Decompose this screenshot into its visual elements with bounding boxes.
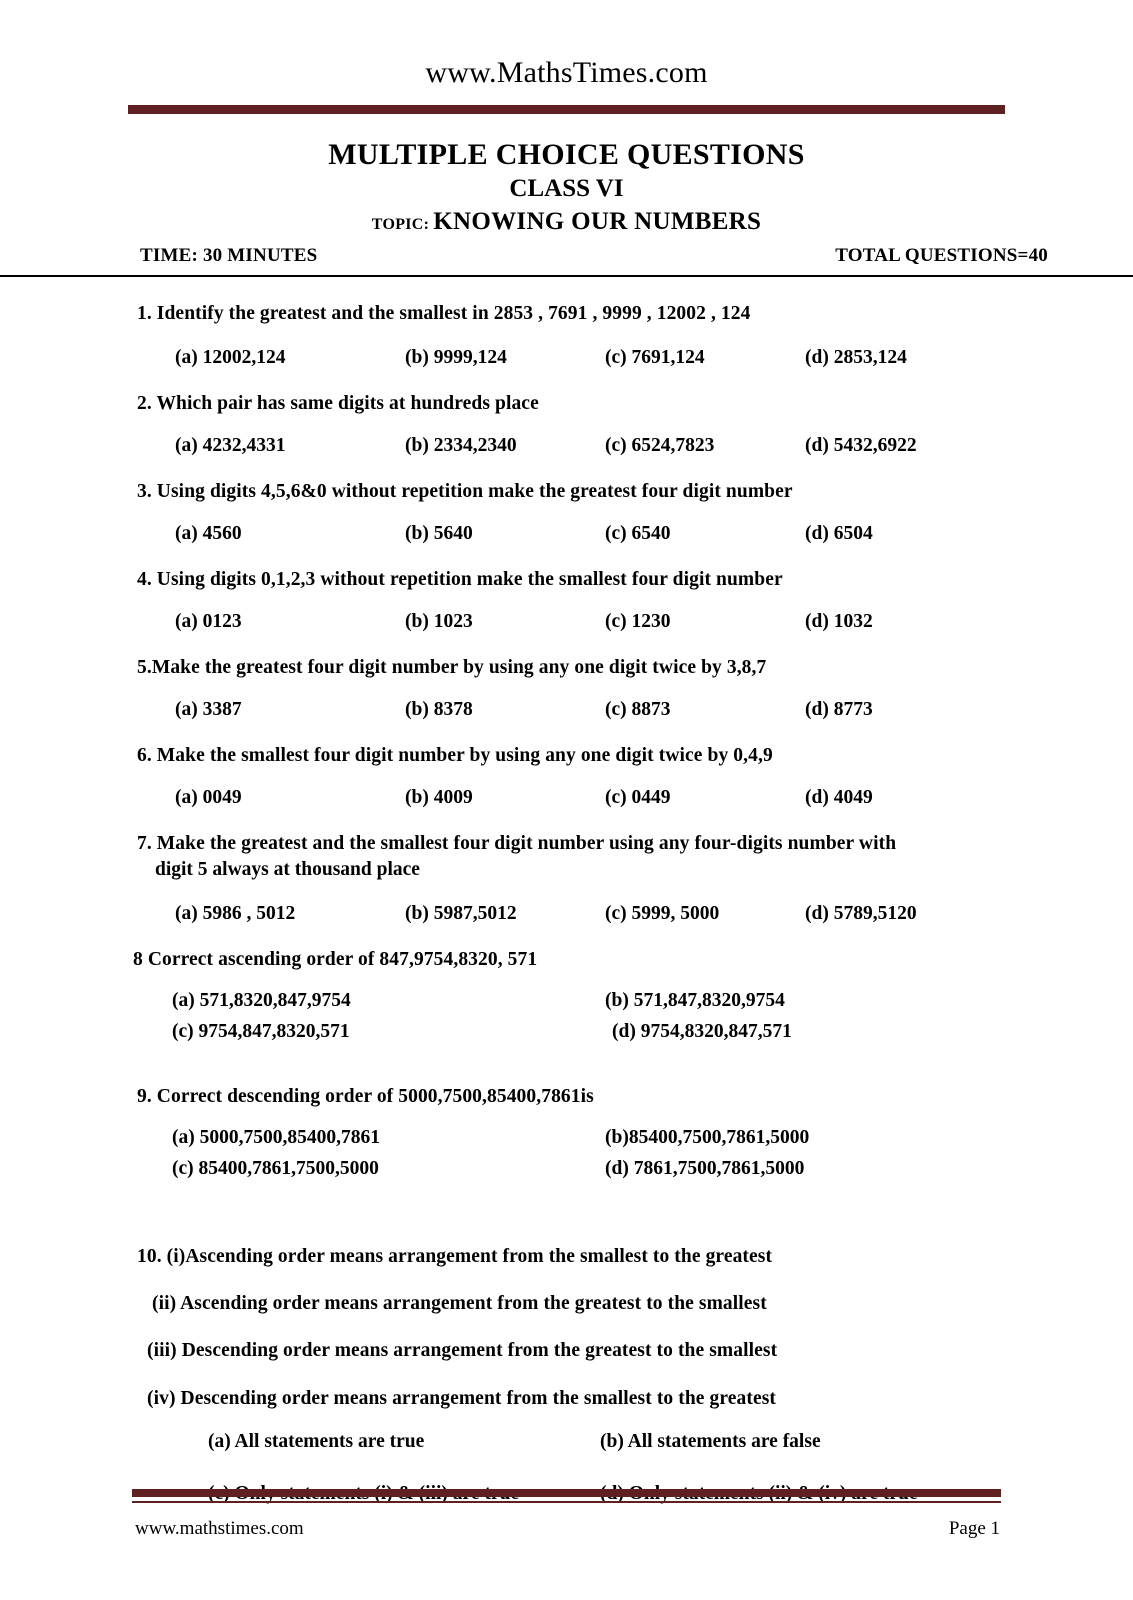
question-9 bbox=[0, 1084, 1133, 1190]
statement-iii: (iii) Descending order means arrangement from the greatest to the smallest bbox=[147, 1340, 778, 1362]
question-7 bbox=[0, 831, 1133, 933]
footer-text-row bbox=[0, 1518, 1133, 1548]
question-3 bbox=[0, 479, 1133, 553]
option-b[interactable]: (b) 1023 bbox=[405, 610, 473, 632]
option-a[interactable]: (a) 12002,124 bbox=[175, 347, 286, 369]
option-row bbox=[0, 990, 1133, 1021]
option-d[interactable]: (d) 7861,7500,7861,5000 bbox=[605, 1158, 805, 1180]
option-d[interactable]: (d) 5432,6922 bbox=[805, 435, 917, 457]
document-title-block bbox=[0, 138, 1133, 237]
option-c[interactable]: (c) 6524,7823 bbox=[605, 435, 715, 457]
option-d[interactable]: (d) 8773 bbox=[805, 698, 873, 720]
site-header-url: www.MathsTimes.com bbox=[425, 56, 708, 89]
option-b[interactable]: (b) 9999,124 bbox=[405, 347, 507, 369]
question-text: 6. Make the smallest four digit number by using any one digit twice by 0,4,9 bbox=[137, 744, 773, 766]
option-b[interactable]: (b) 4009 bbox=[405, 786, 473, 808]
option-d[interactable]: (d) 4049 bbox=[805, 786, 873, 808]
option-row bbox=[0, 699, 1133, 729]
question-text: 9. Correct descending order of 5000,7500,85400,7861is bbox=[137, 1085, 594, 1107]
option-b[interactable]: (b) 5987,5012 bbox=[405, 902, 517, 924]
option-b[interactable]: (b) 8378 bbox=[405, 698, 473, 720]
option-row bbox=[0, 1127, 1133, 1158]
option-row bbox=[0, 1021, 1133, 1052]
option-row bbox=[0, 1431, 1133, 1462]
question-text: 1. Identify the greatest and the smallest in 2853 , 7691 , 9999 , 12002 , 124 bbox=[137, 303, 751, 325]
option-c[interactable]: (c) 8873 bbox=[605, 698, 671, 720]
question-text: 3. Using digits 4,5,6&0 without repetition make the greatest four digit number bbox=[137, 481, 793, 503]
option-a[interactable]: (a) 4232,4331 bbox=[175, 435, 286, 457]
page-title: MULTIPLE CHOICE QUESTIONS bbox=[328, 138, 805, 171]
footer-divider-thin bbox=[132, 1501, 1001, 1503]
option-row bbox=[0, 903, 1133, 933]
option-row bbox=[0, 347, 1133, 377]
option-a[interactable]: (a) 5000,7500,85400,7861 bbox=[172, 1127, 380, 1149]
option-c[interactable]: (c) 1230 bbox=[605, 610, 671, 632]
footer-site-url: www.mathstimes.com bbox=[135, 1518, 304, 1539]
question-text: 8 Correct ascending order of 847,9754,8320, 571 bbox=[133, 948, 538, 970]
question-text: 5.Make the greatest four digit number by using any one digit twice by 3,8,7 bbox=[137, 656, 767, 678]
option-c[interactable]: (c) 0449 bbox=[605, 786, 671, 808]
footer-divider-thick bbox=[132, 1489, 1001, 1497]
topic-label: TOPIC: bbox=[371, 216, 430, 234]
statement-iv: (iv) Descending order means arrangement from the smallest to the greatest bbox=[147, 1387, 776, 1409]
question-1 bbox=[0, 301, 1133, 377]
option-d[interactable]: (d) 9754,8320,847,571 bbox=[612, 1020, 792, 1042]
question-5 bbox=[0, 655, 1133, 729]
option-b[interactable]: (b) All statements are false bbox=[600, 1430, 821, 1452]
option-b[interactable]: (b) 5640 bbox=[405, 523, 473, 545]
option-a[interactable]: (a) 4560 bbox=[175, 523, 242, 545]
option-a[interactable]: (a) 0049 bbox=[175, 786, 242, 808]
option-c[interactable]: (c) 9754,847,8320,571 bbox=[172, 1020, 350, 1042]
meta-divider-rule bbox=[0, 275, 1133, 277]
topic-line bbox=[0, 207, 1133, 237]
option-c[interactable]: (c) 5999, 5000 bbox=[605, 902, 720, 924]
option-a[interactable]: (a) 571,8320,847,9754 bbox=[172, 989, 351, 1011]
option-d[interactable]: (d) 1032 bbox=[805, 610, 873, 632]
page-footer bbox=[0, 1480, 1133, 1600]
option-c[interactable]: (c) 6540 bbox=[605, 523, 671, 545]
question-10 bbox=[0, 1244, 1133, 1513]
question-text: 2. Which pair has same digits at hundreds place bbox=[137, 393, 539, 415]
question-4 bbox=[0, 567, 1133, 641]
option-row bbox=[0, 787, 1133, 817]
question-text: 4. Using digits 0,1,2,3 without repetition make the smallest four digit number bbox=[137, 569, 783, 591]
footer-page-number: Page 1 bbox=[948, 1518, 1000, 1539]
question-text: 7. Make the greatest and the smallest four digit number using any four-digits number with bbox=[137, 832, 897, 854]
option-d[interactable]: (d) 2853,124 bbox=[805, 347, 907, 369]
total-questions-label: TOTAL QUESTIONS=40 bbox=[835, 245, 1048, 267]
option-b[interactable]: (b) 2334,2340 bbox=[405, 435, 517, 457]
option-a[interactable]: (a) 0123 bbox=[175, 610, 242, 632]
option-a[interactable]: (a) 3387 bbox=[175, 698, 242, 720]
question-2 bbox=[0, 391, 1133, 465]
option-row bbox=[0, 523, 1133, 553]
option-c[interactable]: (c) 7691,124 bbox=[605, 347, 705, 369]
option-b[interactable]: (b) 571,847,8320,9754 bbox=[605, 989, 785, 1011]
option-a[interactable]: (a) All statements are true bbox=[208, 1430, 425, 1452]
header-divider-rule bbox=[128, 105, 1005, 114]
topic-value: KNOWING OUR NUMBERS bbox=[433, 208, 762, 236]
question-text-line2: digit 5 always at thousand place bbox=[155, 858, 420, 880]
option-row bbox=[0, 435, 1133, 465]
option-d[interactable]: (d) 6504 bbox=[805, 523, 873, 545]
questions-container bbox=[0, 301, 1133, 1514]
option-c[interactable]: (c) 85400,7861,7500,5000 bbox=[172, 1158, 379, 1180]
option-d[interactable]: (d) 5789,5120 bbox=[805, 902, 917, 924]
statement-ii: (ii) Ascending order means arrangement from the greatest to the smallest bbox=[152, 1292, 767, 1314]
question-text: 10. (i)Ascending order means arrangement from the smallest to the greatest bbox=[137, 1246, 773, 1268]
option-row bbox=[0, 1158, 1133, 1189]
option-a[interactable]: (a) 5986 , 5012 bbox=[175, 902, 296, 924]
time-label: TIME: 30 MINUTES bbox=[140, 245, 318, 267]
question-6 bbox=[0, 743, 1133, 817]
question-8 bbox=[0, 947, 1133, 1052]
option-b[interactable]: (b)85400,7500,7861,5000 bbox=[605, 1127, 810, 1149]
option-row bbox=[0, 611, 1133, 641]
class-label: CLASS VI bbox=[509, 175, 624, 202]
exam-meta-row bbox=[0, 245, 1133, 271]
